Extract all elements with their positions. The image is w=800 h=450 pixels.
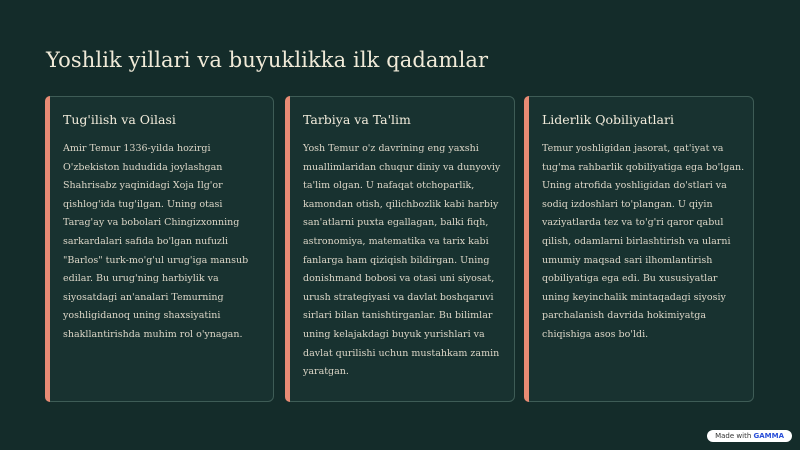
- card-accent-bar: [45, 96, 50, 402]
- page-title: Yoshlik yillari va buyuklikka ilk qadamlar: [46, 48, 489, 72]
- card-heading: Liderlik Qobiliyatlari: [542, 112, 674, 127]
- made-with-badge[interactable]: [707, 430, 792, 442]
- card-birth-family: [45, 96, 274, 402]
- card-body: Amir Temur 1336-yilda hozirgi O'zbekiston hududida joylashgan Shahrisabz yaqinidagi Xoja Ilg'or qishlog'ida tug'ilgan. Uning otasi Tarag'ay va bobolari Chingizxonning sarkardalari safida bo'lgan nufuzli "Barlos" turk-mo'g'ul urug'iga mansub edilar. Bu urug'ning harbiylik va siyosatdagi an'analari Temurning yoshligidanoq uning shaxsiyatini shakllantirishda muhim rol o'ynagan.: [63, 143, 249, 340]
- card-body: Temur yoshligidan jasorat, qat'iyat va tug'ma rahbarlik qobiliyatiga ega bo'lgan. Uning atrofida yoshligidan do'stlari va sodiq izdoshlari to'plangan. U qiyin vaziyatlarda tez va to'g'ri qaror qabul qilish, odamlarni birlashtirish va ularni umumiy maqsad sari ilhomlantirish qobiliyatiga ega edi. Bu xususiyatlar uning keyinchalik mintaqadagi siyosiy parchalanish davrida hokimiyatga chiqishiga asos bo'ldi.: [542, 143, 745, 340]
- card-body: Yosh Temur o'z davrining eng yaxshi muallimlaridan chuqur diniy va dunyoviy ta'lim olgan. U nafaqat otchoparlik, kamondan otish, qilichbozlik kabi harbiy san'atlarni puxta egallagan, balki fiqh, astronomiya, matematika va tarix kabi fanlarga ham qiziqish bildirgan. Uning donishmand bobosi va otasi uni siyosat, urush strategiyasi va davlat boshqaruvi sirlari bilan tanishtirganlar. Bu bilimlar uning kelajakdagi buyuk yurishlari va davlat qurilishi uchun mustahkam zamin yaratgan.: [303, 143, 501, 378]
- card-heading: Tarbiya va Ta'lim: [303, 112, 411, 127]
- card-heading: Tug'ilish va Oilasi: [63, 112, 176, 127]
- card-leadership: [524, 96, 754, 402]
- badge-brand: GAMMA: [753, 432, 784, 440]
- badge-prefix: Made with: [715, 432, 752, 440]
- card-accent-bar: [524, 96, 529, 402]
- card-upbringing-education: [285, 96, 515, 402]
- card-accent-bar: [285, 96, 290, 402]
